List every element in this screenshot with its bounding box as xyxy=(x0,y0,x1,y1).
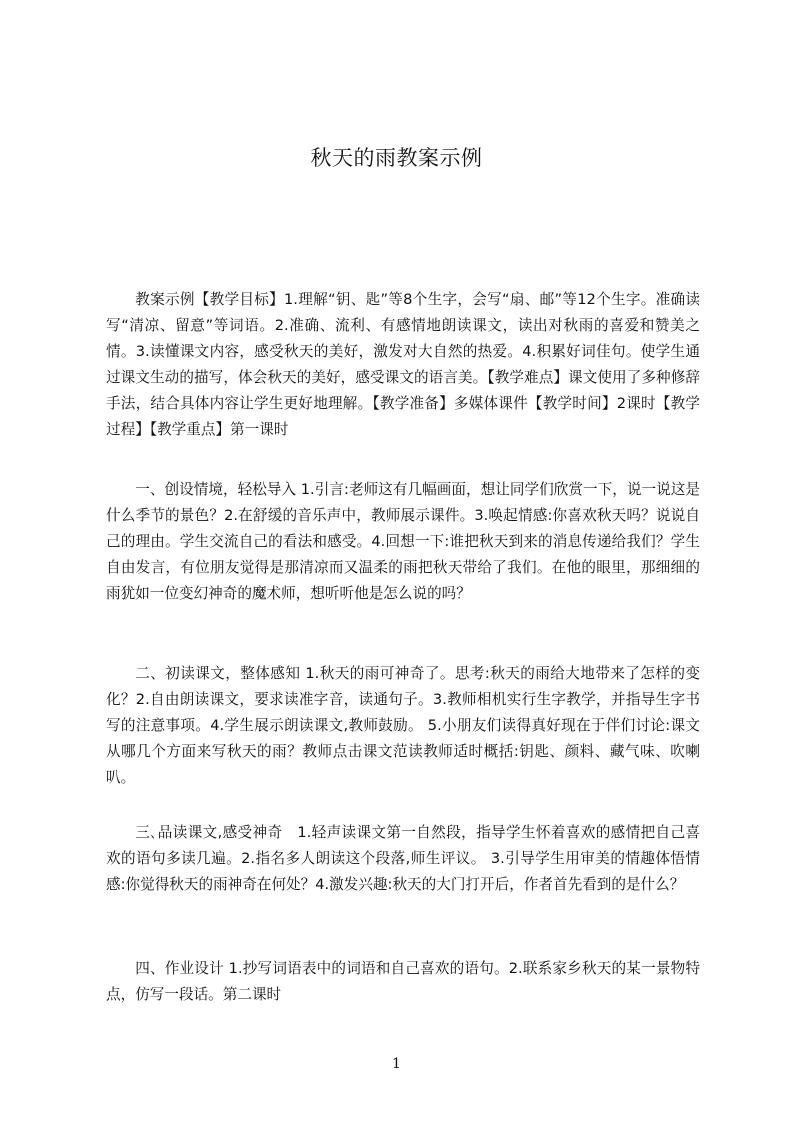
document-title: 秋天的雨教案示例 xyxy=(310,146,483,170)
paragraph-teaching-goals: 教案示例【教学目标】1.理解“钥、匙”等8个生字，会写“扇、邮”等12个生字。准确读写“清凉、留意”等词语。2.准确、流利、有感情地朗读课文，读出对秋雨的喜爱和赞美之情。3.读懂课文内容，感受秋天的美好，激发对大自然的热爱。4.积累好词佳句。使学生通过课文生动的描写，体会秋天的美好，感受课文的语言美。【教学难点】课文使用了多种修辞手法，结合具体内容让学生更好地理解。【教学准备】多媒体课件【教学时间】2课时【教学过程】【教学重点】第一课时 xyxy=(106,291,700,438)
paragraph-section-four: 四、作业设计 1.抄写词语表中的词语和自己喜欢的语句。2.联系家乡秋天的某一景物特点，仿写一段话。第二课时 xyxy=(106,960,700,1003)
paragraph-section-two: 二、初读课文，整体感知 1.秋天的雨可神奇了。思考:秋天的雨给大地带来了怎样的变化？2.自由朗读课文，要求读准字音，读通句子。3.教师相机实行生字教学，并指导生字书写的注意事项。4.学生展示朗读课文,教师鼓励。 5.小朋友们读得真好现在于伴们讨论:课文从哪几个方面来写秋天的雨？教师点击课文范读教师适时概括:钥匙、颜料、藏气味、吹喇叭。 xyxy=(106,665,700,786)
page-number: 1 xyxy=(392,1056,401,1072)
paragraph-section-three: 三､品读课文,感受神奇 1.轻声读课文第一自然段，指导学生怀着喜欢的感情把自己喜欢的语句多读几遍。2.指名多人朗读这个段落,师生评议。 3.引导学生用审美的情趣体悟情感:你觉得秋天的雨神奇在何处？4.激发兴趣:秋天的大门打开后，作者首先看到的是什么？ xyxy=(106,824,700,893)
paragraph-section-one: 一、创设情境，轻松导入 1.引言:老师这有几幅画面，想让同学们欣赏一下，说一说这是什么季节的景色？2.在舒缓的音乐声中，教师展示课件。3.唤起情感:你喜欢秋天吗？说说自己的理由。学生交流自己的看法和感受。4.回想一下:谁把秋天到来的消息传递给我们？学生自由发言，有位朋友觉得是那清凉而又温柔的雨把秋天带给了我们。在他的眼里，那细细的雨犹如一位变幻神奇的魔术师，想听听他是怎么说的吗？ xyxy=(106,481,700,602)
